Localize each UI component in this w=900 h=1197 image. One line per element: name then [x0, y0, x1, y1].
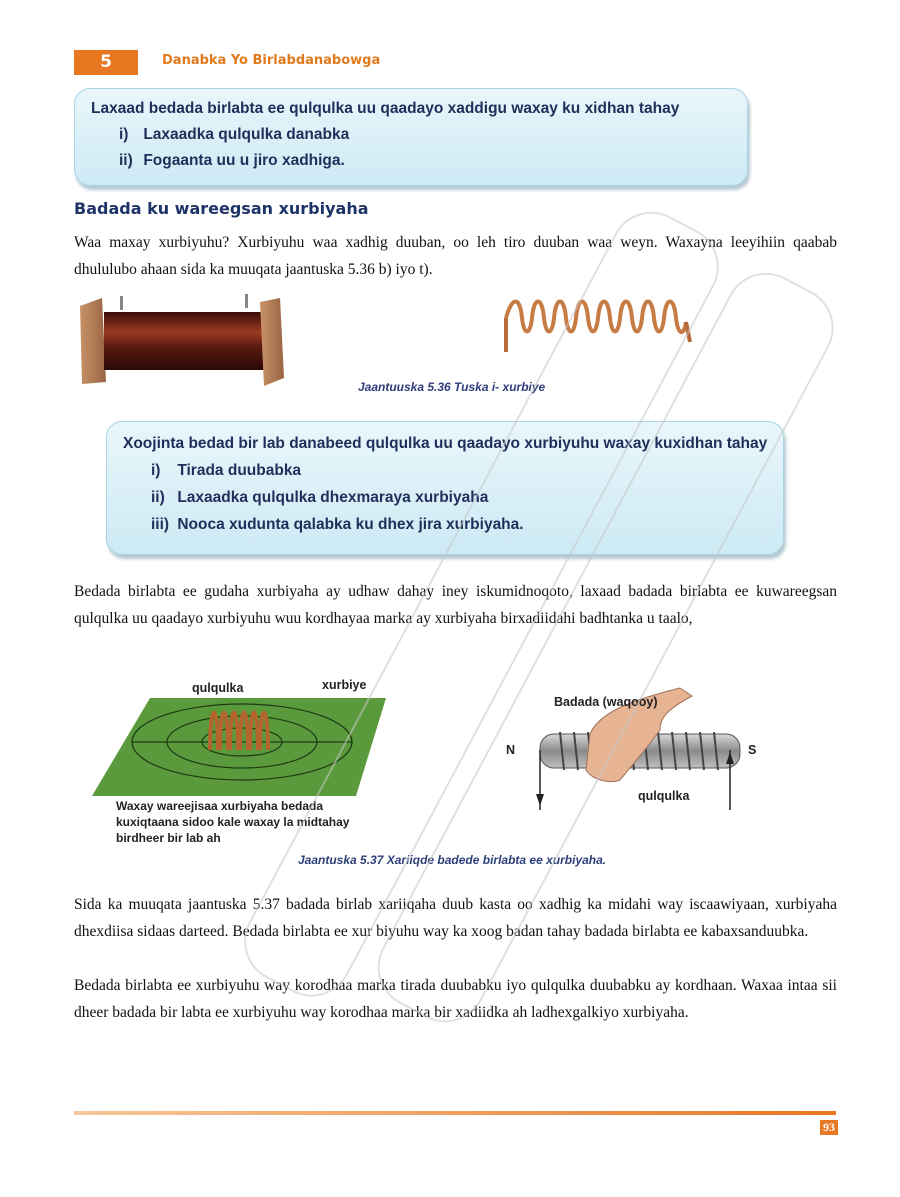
- page-number: 93: [820, 1120, 838, 1135]
- figure-5-37-note: Waxay wareejisaa xurbiyaha bedada kuxiqtaana sidoo kale waxay la midtahay birdheer bir lab ah: [116, 799, 350, 845]
- paragraph-1: Waa maxay xurbiyuhu? Xurbiyuhu waa xadhig duuban, oo leh tiro duuban waa weyn. Waxayna leeyihiin qaabab dhululubo ahaan sida ka muuqata jaantuska 5.36 b) iyo t).: [74, 234, 837, 278]
- label-solenoid: xurbiye: [322, 678, 367, 692]
- paragraph-2: Bedada birlabta ee gudaha xurbiyaha ay udhaw dahay iney iskumidnoqoto, laxaad badada birlabta ee kuwareegsan qulqulka uu qaadayo xurbiyuhu wuu kordhayaa marka ay xurbiyaha birxadiidahi badhtanka u taalo,: [74, 583, 837, 627]
- paragraph-3: Sida ka muuqata jaantuska 5.37 badada birlab xariiqaha duub kasta oo xadhig ka midahi way iscaawiyaan, xurbiyaha dhexdiisa sidaas darteed. Bedada birlabta ee xur biyuhu way ka xoog badan tahay badada birlabta ee kabaxsanduubka.: [74, 896, 837, 940]
- chapter-title: Danabka Yo Birlabdanabowga: [162, 53, 381, 68]
- footer-rule: [74, 1111, 836, 1115]
- list-item: [119, 126, 349, 144]
- figure-5-37-field-diagram: [92, 690, 392, 798]
- item-text: Laxaadka qulqulka dhexmaraya xurbiyaha: [177, 489, 489, 506]
- info-box-2: [106, 421, 784, 555]
- list-item: [151, 462, 301, 480]
- label-current-right: qulqulka: [638, 789, 690, 803]
- info-box-1: [74, 88, 748, 186]
- item-text: Fogaanta uu u jiro xadhiga.: [143, 152, 345, 169]
- item-number: ii): [151, 489, 165, 506]
- figure-5-36-spring-image: [500, 292, 700, 362]
- info-box-2-heading: Xoojinta bedad bir lab danabeed qulqulka uu qaadayo xurbiyuhu waxay kuxidhan tahay: [123, 435, 768, 452]
- chapter-number: 5: [74, 50, 138, 75]
- pole-s-label: S: [748, 743, 757, 757]
- item-number: i): [119, 126, 129, 143]
- label-current-left: qulqulka: [192, 681, 244, 695]
- item-text: Laxaadka qulqulka danabka: [143, 126, 350, 143]
- figure-5-36-caption: Jaantuuska 5.36 Tuska i- xurbiye: [358, 380, 546, 394]
- item-text: Tirada duubabka: [177, 462, 302, 479]
- section-title: Badada ku wareegsan xurbiyaha: [74, 199, 369, 218]
- item-number: ii): [119, 152, 133, 169]
- item-text: Nooca xudunta qalabka ku dhex jira xurbiyaha.: [177, 516, 524, 533]
- figure-5-36-coil-image: [80, 292, 285, 388]
- paragraph-4: Bedada birlabta ee xurbiyuhu way korodhaa marka tirada duubabku iyo qulqulka duubabku ay kordhaan. Waxaa intaa sii dheer badada bir labta ee xurbiyuhu way korodhaa marka bir xadiidka ah ladhexgalkiyo xurbiyaha.: [74, 977, 837, 1021]
- list-item: [119, 152, 345, 170]
- list-item: [151, 489, 488, 507]
- label-hand-north: Badada (waqooy): [554, 695, 658, 709]
- item-number: iii): [151, 516, 170, 533]
- list-item: [151, 516, 524, 534]
- info-box-1-heading: Laxaad bedada birlabta ee qulqulka uu qaadayo xaddigu waxay ku xidhan tahay: [91, 100, 680, 117]
- item-number: i): [151, 462, 161, 479]
- figure-5-37-caption: Jaantuska 5.37 Xariiqde badede birlabta ee xurbiyaha.: [298, 853, 607, 867]
- pole-n-label: N: [506, 743, 516, 757]
